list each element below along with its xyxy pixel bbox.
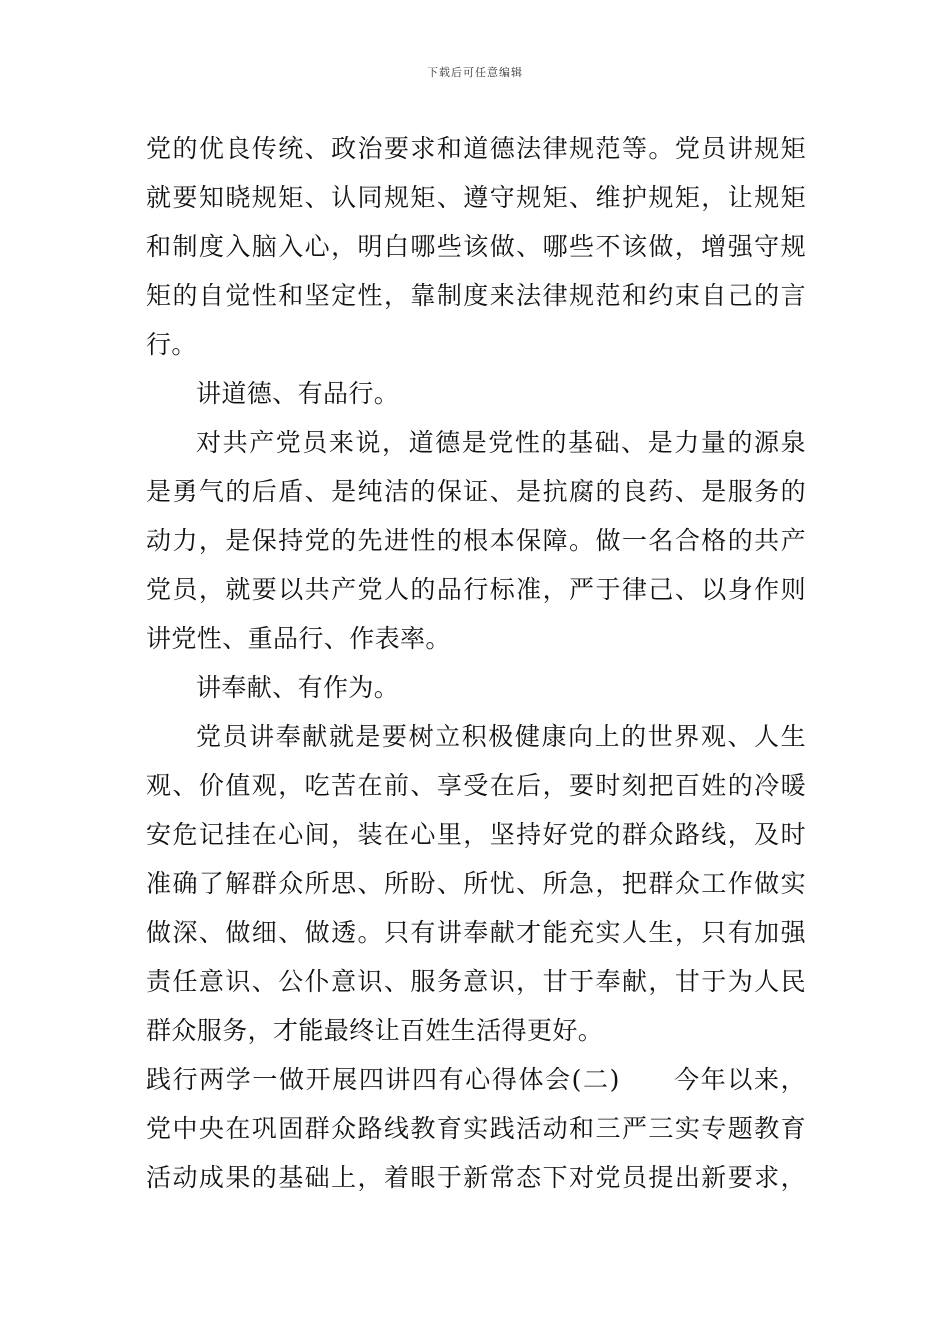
document-body <box>146 124 806 1202</box>
text-line: 动力，是保持党的先进性的根本保障。做一名合格的共产 <box>146 526 806 555</box>
text-line: 活动成果的基础上，着眼于新常态下对党员提出新要求， <box>146 1163 806 1192</box>
text-line: 就要知晓规矩、认同规矩、遵守规矩、维护规矩，让规矩 <box>146 183 806 212</box>
text-line: 党中央在巩固群众路线教育实践活动和三严三实专题教育 <box>146 1114 806 1143</box>
text-line: 准确了解群众所思、所盼、所忧、所急，把群众工作做实 <box>146 869 806 898</box>
text-line: 党员讲奉献就是要树立积极健康向上的世界观、人生 <box>196 722 806 751</box>
text-line: 安危记挂在心间，装在心里，坚持好党的群众路线，及时 <box>146 820 806 849</box>
text-line: 党员，就要以共产党人的品行标准，严于律己、以身作则 <box>146 575 806 604</box>
text-line: 讲党性、重品行、作表率。 <box>146 624 451 653</box>
text-line: 对共产党员来说，道德是党性的基础、是力量的源泉 <box>196 428 806 457</box>
text-line: 是勇气的后盾、是纯洁的保证、是抗腐的良药、是服务的 <box>146 477 806 506</box>
text-line: 行。 <box>146 330 197 359</box>
section-heading: 讲奉献、有作为。 <box>196 673 400 702</box>
text-line: 矩的自觉性和坚定性，靠制度来法律规范和约束自己的言 <box>146 281 806 310</box>
text-line: 党的优良传统、政治要求和道德法律规范等。党员讲规矩 <box>146 134 806 163</box>
text-line: 观、价值观，吃苦在前、享受在后，要时刻把百姓的冷暖 <box>146 771 806 800</box>
text-line: 责任意识、公仆意识、服务意识，甘于奉献，甘于为人民 <box>146 967 806 996</box>
text-line: 群众服务，才能最终让百姓生活得更好。 <box>146 1016 604 1045</box>
text-line: 和制度入脑入心，明白哪些该做、哪些不该做，增强守规 <box>146 232 806 261</box>
section-heading: 讲道德、有品行。 <box>196 379 400 408</box>
text-line: 做深、做细、做透。只有讲奉献才能充实人生，只有加强 <box>146 918 806 947</box>
page-header-note: 下载后可任意编辑 <box>427 66 523 79</box>
text-line: 践行两学一做开展四讲四有心得体会(二) 今年以来， <box>146 1065 806 1094</box>
